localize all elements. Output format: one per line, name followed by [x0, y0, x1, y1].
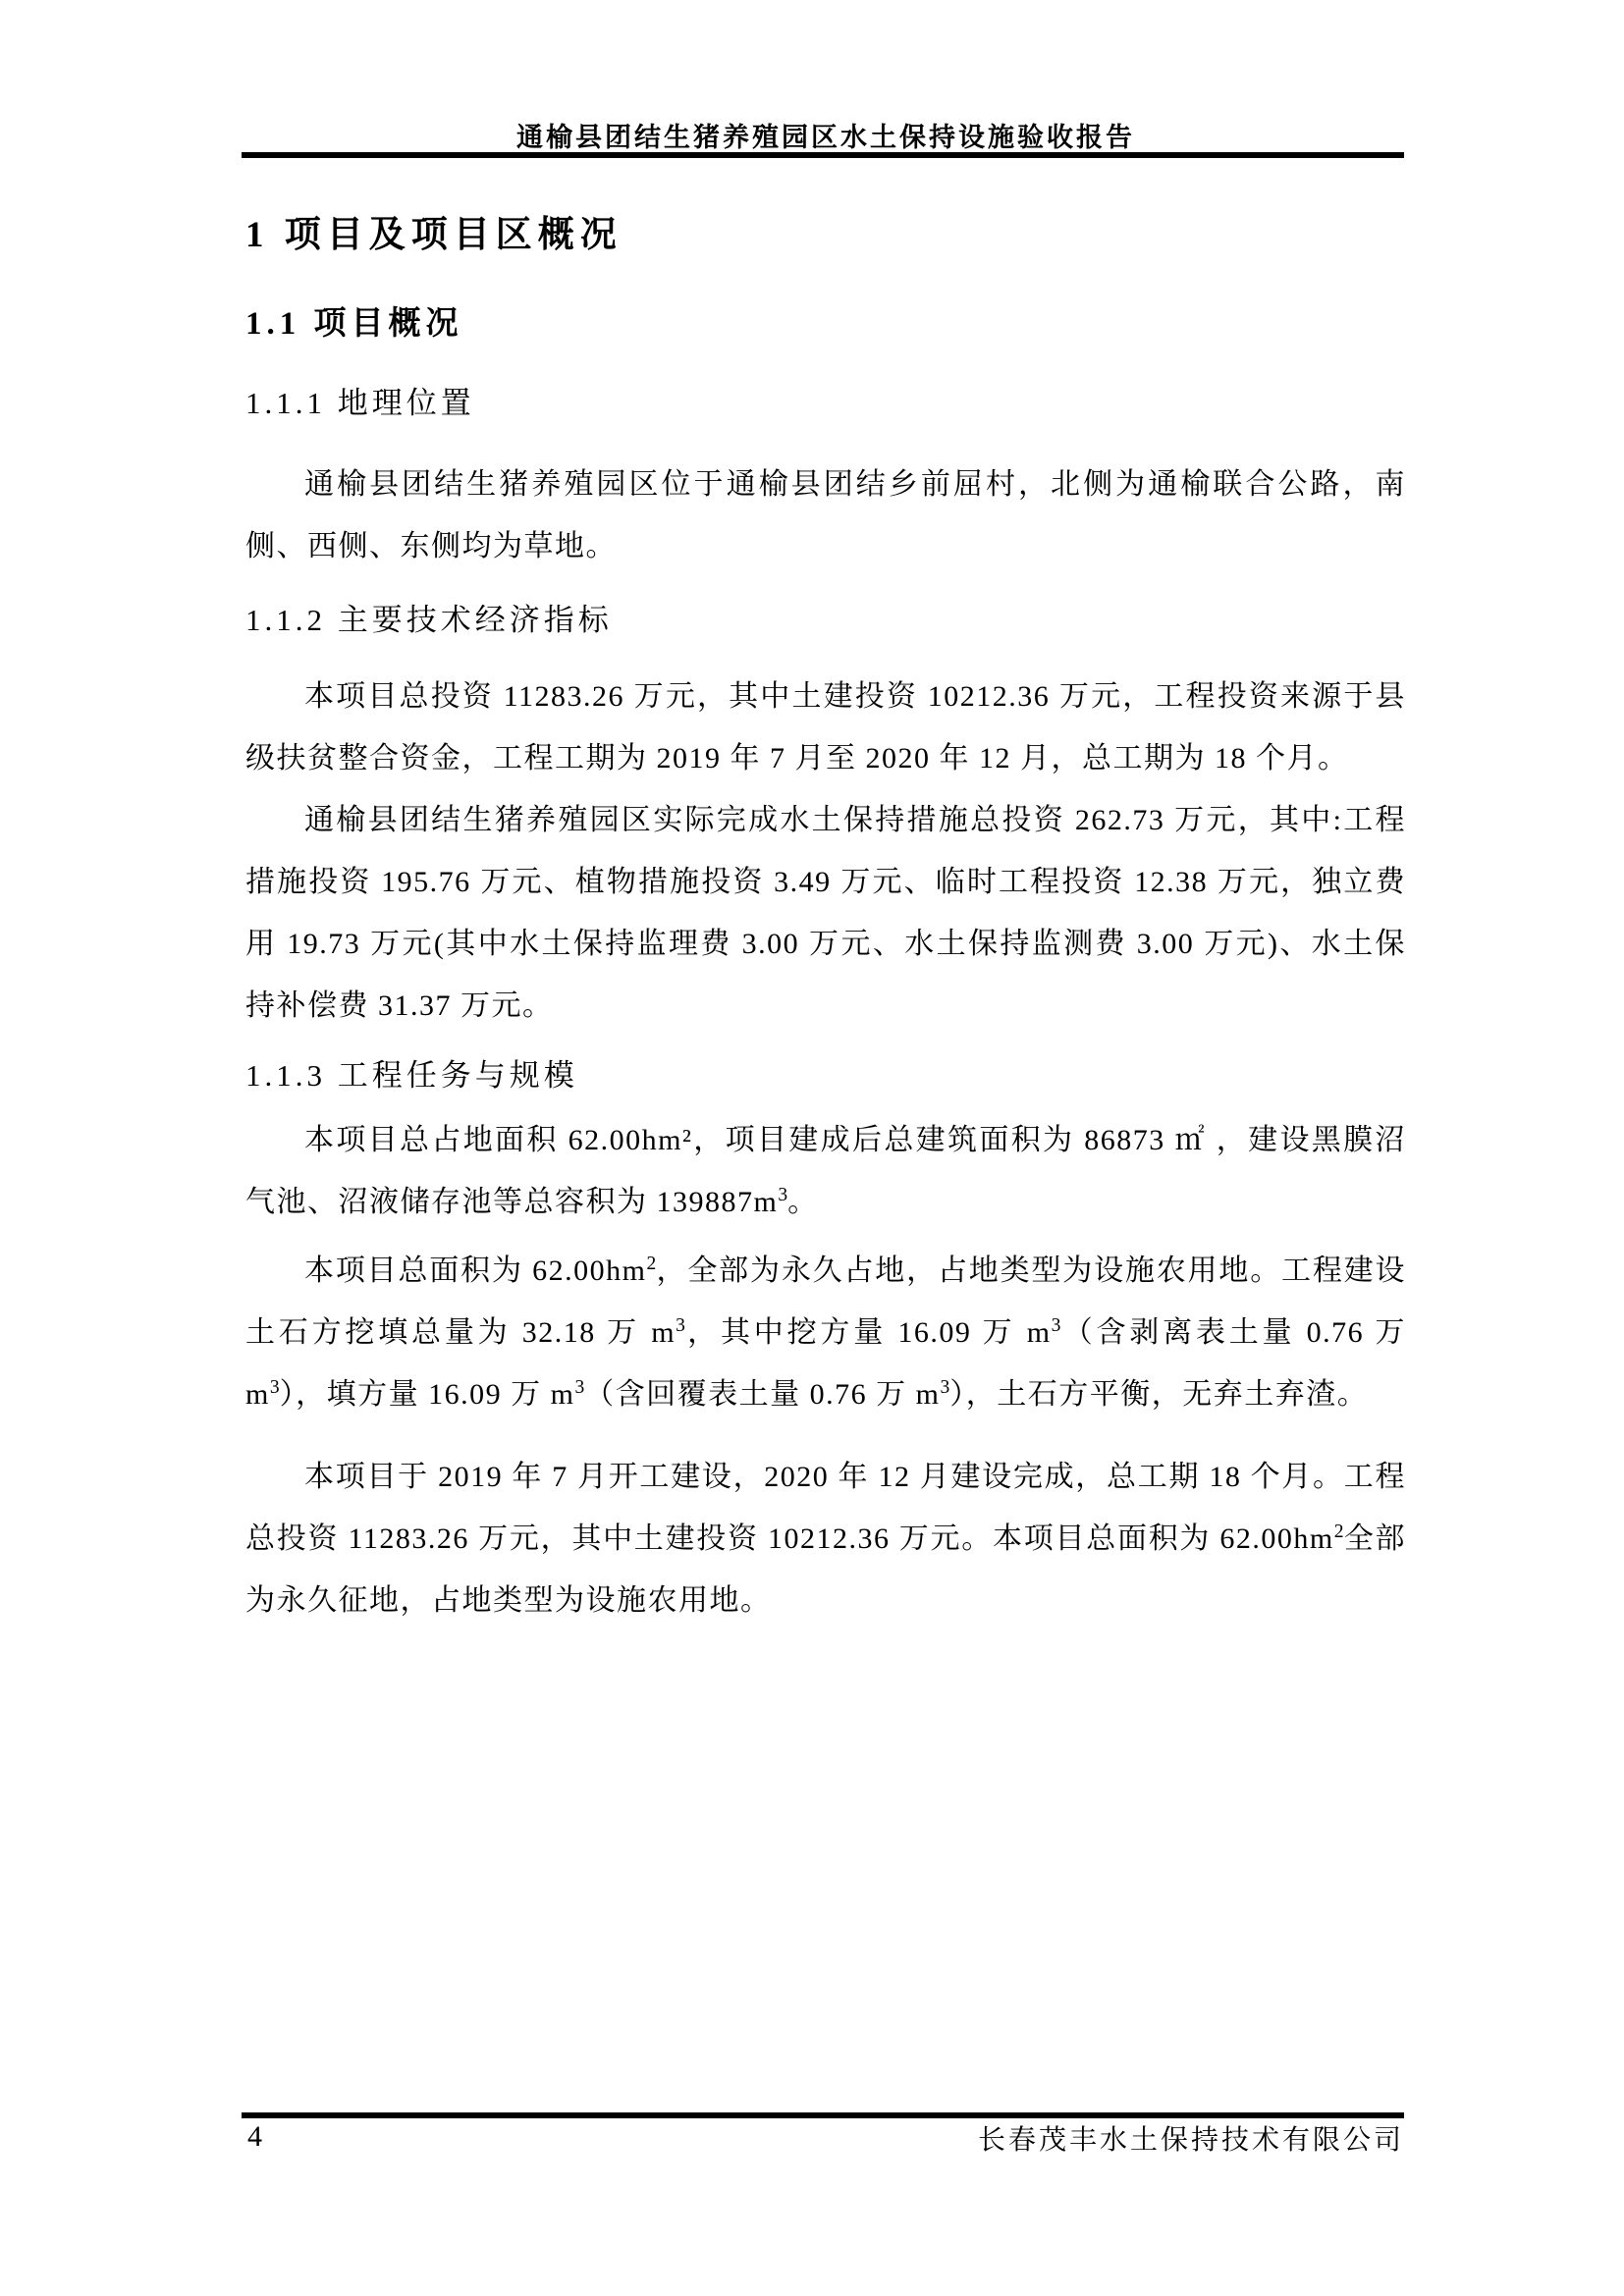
footer-rule: [242, 2112, 1404, 2118]
text-run: 全部为永久征地，占地类型为设施农用地。: [245, 1522, 1406, 1617]
header-rule: [242, 152, 1404, 158]
text-run: 本项目于 2019 年 7 月开工建设，2020 年 12 月建设完成，总工期 18 个月。工程总投资 11283.26 万元，其中土建投资 10212.36 万元。本项目总面积为 62.00hm: [245, 1461, 1406, 1555]
text-run: 本项目总投资 11283.26 万元，其中土建投资 10212.36 万元，工程投资来源于县级扶贫整合资金，工程工期为 2019 年 7 月至 2020 年 12 月，总工期为 18 个月。: [245, 680, 1406, 774]
heading-1-1: 1.1 项目概况: [245, 306, 463, 342]
text-run: 通榆县团结生猪养殖园区位于通榆县团结乡前屈村，北侧为通榆联合公路，南侧、西侧、东侧均为草地。: [245, 468, 1406, 562]
running-header-title: 通榆县团结生猪养殖园区水土保持设施验收报告: [516, 123, 1135, 152]
superscript: 3: [778, 1185, 788, 1205]
text-run: （含剥离表土量 0.76 万 m: [245, 1316, 1406, 1411]
text-run: ），填方量 16.09 万 m: [279, 1378, 575, 1411]
heading-1: 1 项目及项目区概况: [245, 215, 623, 255]
paragraph-location: [245, 454, 1406, 577]
superscript: 2: [646, 1254, 657, 1274]
text-run: 通榆县团结生猪养殖园区实际完成水土保持措施总投资 262.73 万元，其中:工程措施投资 195.76 万元、植物措施投资 3.49 万元、临时工程投资 12.38 万元，独立费用 19.73 万元(其中水土保持监理费 3.00 万元、水土保持监测费 3.00 万元)、水土保持补偿费 31.37 万元。: [245, 804, 1406, 1022]
heading-1-1-2: 1.1.2 主要技术经济指标: [245, 603, 613, 637]
superscript: 3: [574, 1377, 585, 1398]
superscript: 3: [1051, 1315, 1061, 1336]
paragraph-schedule: [245, 1446, 1406, 1631]
text-run: ），土石方平衡，无弃土弃渣。: [949, 1378, 1369, 1411]
superscript: 3: [676, 1315, 685, 1336]
heading-1-1-3: 1.1.3 工程任务与规模: [245, 1058, 578, 1093]
paragraph-land-area: [245, 1109, 1406, 1233]
text-run: 本项目总面积为 62.00hm: [304, 1255, 647, 1287]
paragraph-conservation-investment: [245, 789, 1406, 1037]
text-run: 。: [787, 1186, 819, 1218]
footer-company-name: 长春茂丰水土保持技术有限公司: [977, 2125, 1404, 2156]
page-number: 4: [247, 2120, 262, 2153]
heading-1-1-1: 1.1.1 地理位置: [245, 386, 475, 420]
text-run: ，全部为永久占地，占地类型为设施农用地。工程建设土石方挖填总量为 32.18 万 m: [245, 1255, 1406, 1349]
document-body: [245, 214, 1406, 1631]
superscript: 3: [940, 1377, 950, 1398]
text-run: ，其中挖方量 16.09 万 m: [684, 1316, 1052, 1349]
superscript: 2: [1333, 1522, 1344, 1542]
paragraph-earthwork: [245, 1240, 1406, 1425]
paragraph-investment: [245, 666, 1406, 789]
text-run: 本项目总占地面积 62.00hm²，项目建成后总建筑面积为 86873 ㎡ ，建设黑膜沼气池、沼液储存池等总容积为 139887m: [245, 1124, 1406, 1218]
text-run: （含回覆表土量 0.76 万 m: [584, 1378, 941, 1411]
superscript: 3: [269, 1377, 280, 1398]
